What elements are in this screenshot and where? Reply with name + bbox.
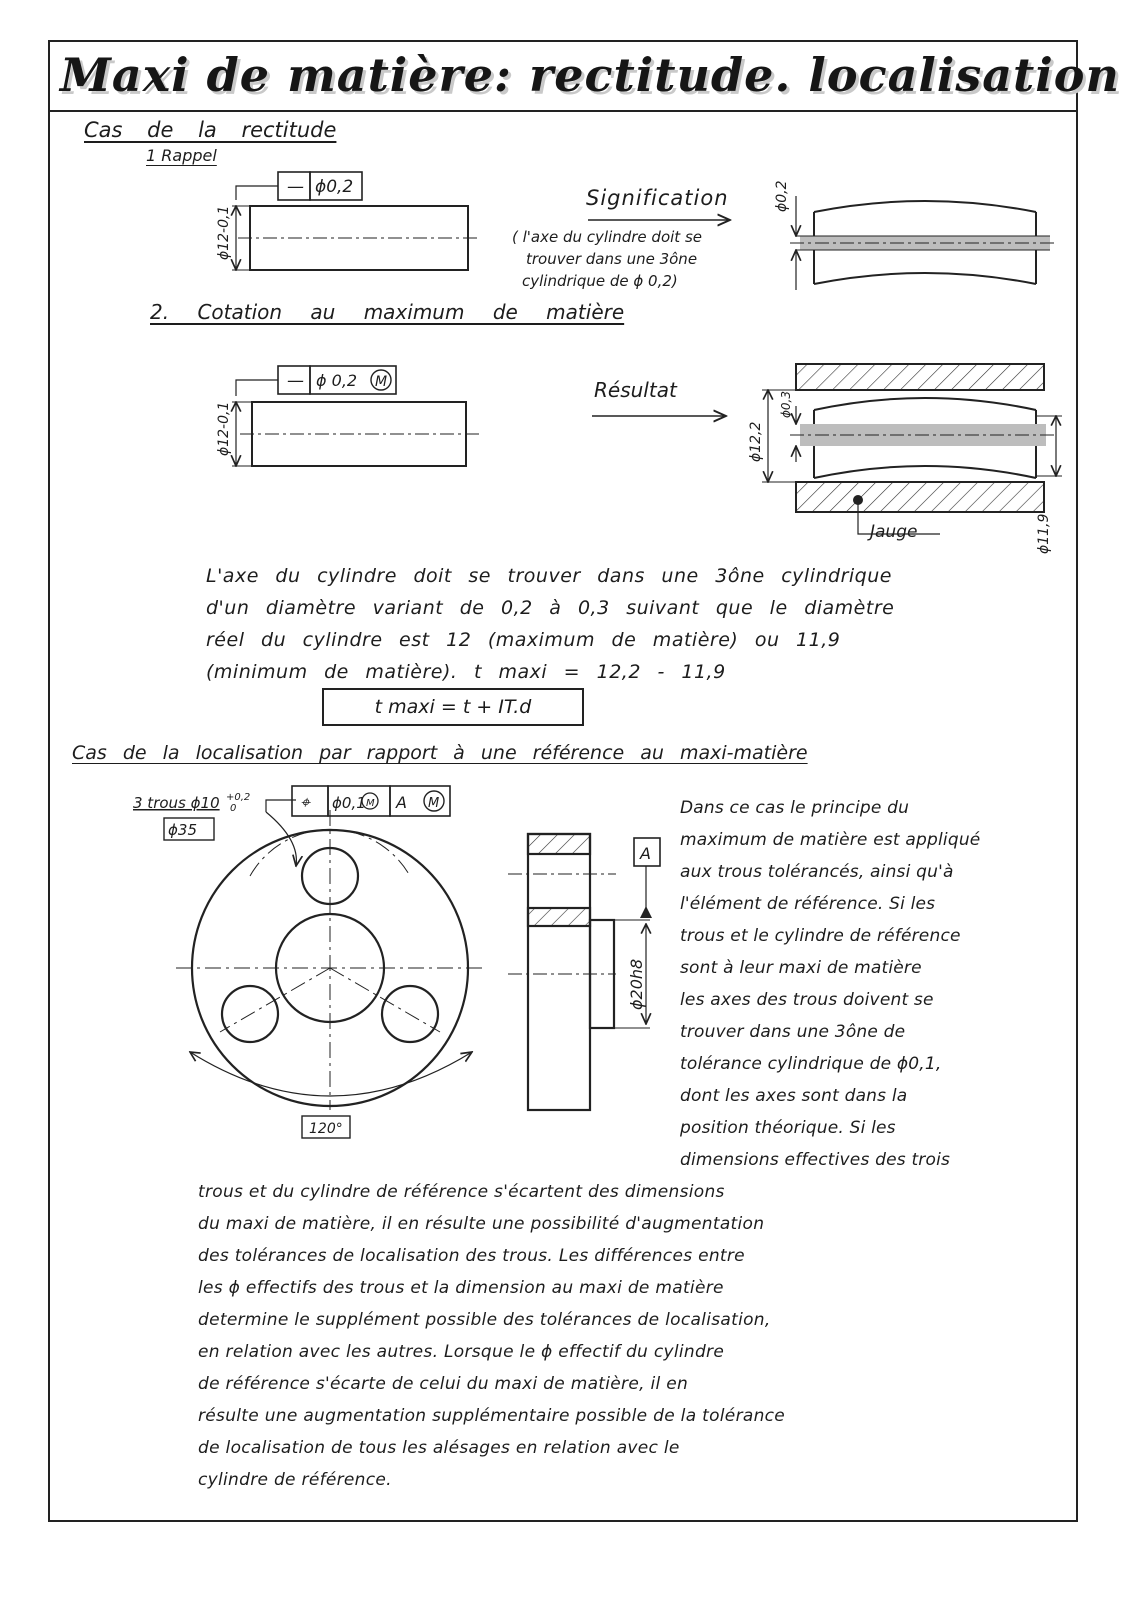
flange-front-view <box>176 800 486 1110</box>
bottom-line: trous et du cylindre de référence s'écartent des dimensions <box>198 1182 725 1202</box>
gauge-drawing <box>762 364 1062 534</box>
basic-dim-text: ϕ35 <box>168 821 197 839</box>
fcf1-tolerance: ϕ0,2 <box>315 177 354 197</box>
section-heading-localisation: Cas de la localisation par rapport à une référence au maxi-matière <box>72 742 808 764</box>
fcf3-datum-modifier: M <box>428 796 440 811</box>
paragraph-line: réel du cylindre est 12 (maximum de matière) ou 11,9 <box>206 629 841 651</box>
side-line: tolérance cylindrique de ϕ0,1, <box>680 1054 942 1074</box>
dim-122-text: ϕ12,2 <box>748 421 764 462</box>
datum-letter: A <box>640 844 651 863</box>
rectitude-paragraph <box>206 560 1046 688</box>
dim-119-text: ϕ11,9 <box>1036 513 1052 554</box>
fcf2-symbol: — <box>287 371 304 391</box>
cylinder-drawing-1 <box>232 186 480 270</box>
signification-note-line: trouver dans une 3ône <box>526 250 698 268</box>
side-line: position théorique. Si les <box>680 1118 896 1138</box>
fcf2-tolerance: ϕ 0,2 <box>316 371 358 390</box>
bottom-line: de localisation de tous les alésages en relation avec le <box>198 1438 680 1458</box>
bottom-line: de référence s'écarte de celui du maxi de matière, il en <box>198 1374 689 1394</box>
formula-box: t maxi = t + IT.d <box>322 688 584 726</box>
signification-note-line: cylindrique de ϕ 0,2) <box>522 272 678 290</box>
fcf2-modifier: M <box>375 374 388 390</box>
side-line: maximum de matière est appliqué <box>680 830 981 850</box>
step-rappel: 1 Rappel <box>146 146 217 165</box>
holes-tol-upper: +0,2 <box>226 792 251 803</box>
fcf3-datum: A <box>396 793 407 812</box>
side-line: l'élément de référence. Si les <box>680 894 936 914</box>
dim-03-text: ϕ0,3 <box>779 391 793 418</box>
step-cotation: 2. Cotation au maximum de matière <box>150 300 625 324</box>
side-line: trous et le cylindre de référence <box>680 926 961 946</box>
zone-drawing-1 <box>790 196 1056 290</box>
section-heading-rectitude: Cas de la rectitude <box>84 118 337 142</box>
shaft-dim-text: ϕ20h8 <box>627 958 646 1010</box>
resultat-label: Résultat <box>594 378 677 402</box>
paragraph-line: L'axe du cylindre doit se trouver dans une 3ône cylindrique <box>206 565 892 587</box>
bottom-line: cylindre de référence. <box>198 1470 392 1490</box>
bottom-line: determine le supplément possible des tolérances de localisation, <box>198 1310 771 1330</box>
dim2-text: ϕ12-0,1 <box>216 401 232 456</box>
fcf1-symbol: — <box>287 177 304 197</box>
side-paragraph <box>680 792 980 1176</box>
holes-label: 3 trous ϕ10 <box>133 794 220 812</box>
paragraph-line: (minimum de matière). t maxi = 12,2 - 11,9 <box>206 661 726 683</box>
dim1-text: ϕ12-0,1 <box>216 205 232 260</box>
angle-dim-text: 120° <box>309 1121 343 1137</box>
cylinder-drawing-2 <box>232 380 480 466</box>
holes-tol-lower: 0 <box>230 803 237 814</box>
bottom-line: des tolérances de localisation des trous. Les différences entre <box>198 1246 745 1266</box>
bottom-line: les ϕ effectifs des trous et la dimension au maxi de matière <box>198 1278 724 1298</box>
zone-dim-text: ϕ0,2 <box>774 180 790 212</box>
side-line: les axes des trous doivent se <box>680 990 934 1010</box>
bottom-line: résulte une augmentation supplémentaire possible de la tolérance <box>198 1406 786 1426</box>
page-title: Maxi de matière: rectitude. localisation <box>60 48 1120 102</box>
bottom-line: du maxi de matière, il en résulte une possibilité d'augmentation <box>198 1214 765 1234</box>
signification-label: Signification <box>586 186 729 210</box>
bottom-line: en relation avec les autres. Lorsque le ϕ effectif du cylindre <box>198 1342 725 1362</box>
jauge-label: Jauge <box>870 522 918 542</box>
side-line: sont à leur maxi de matière <box>680 958 922 978</box>
side-line: Dans ce cas le principe du <box>680 798 910 818</box>
bottom-paragraph <box>198 1176 785 1496</box>
fcf3-modifier: M <box>366 798 375 809</box>
signification-note <box>512 226 782 292</box>
side-line: aux trous tolérancés, ainsi qu'à <box>680 862 954 882</box>
side-line: trouver dans une 3ône de <box>680 1022 906 1042</box>
side-line: dont les axes sont dans la <box>680 1086 908 1106</box>
fcf3-symbol: ⌖ <box>300 793 310 813</box>
paragraph-line: d'un diamètre variant de 0,2 à 0,3 suivant que le diamètre <box>206 597 895 619</box>
signification-note-line: ( l'axe du cylindre doit se <box>512 228 702 246</box>
side-line: dimensions effectives des trois <box>680 1150 951 1170</box>
fcf3-tolerance: ϕ0,1 <box>332 794 366 812</box>
